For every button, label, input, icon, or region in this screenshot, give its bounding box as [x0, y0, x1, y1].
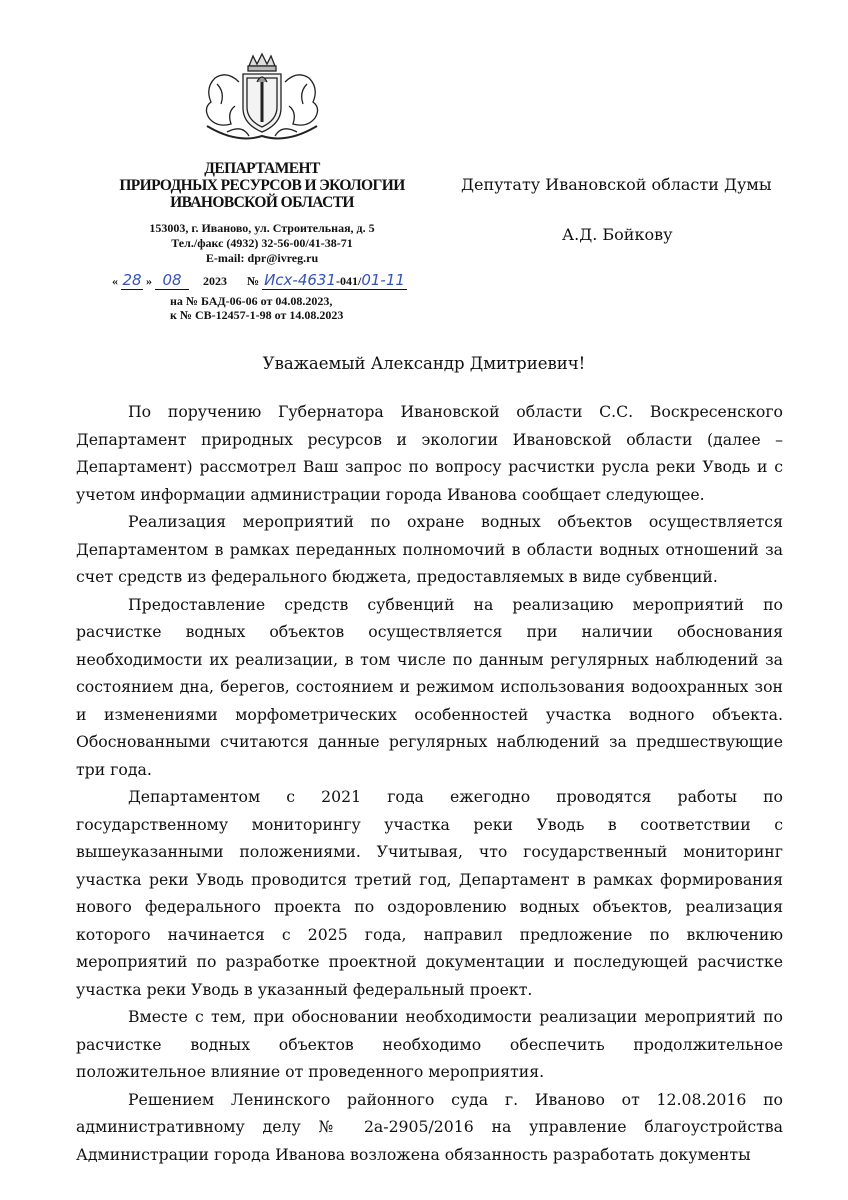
body-paragraph: Департаментом с 2021 года ежегодно проводятся работы по государственному мониторингу участка реки Уводь в соответствии с вышеуказанными положениями. Учитывая, что государственный мониторинг участка реки Уводь проводится третий год, Департамент в рамках формирования нового федерального проекта по оздоровлению водных объектов, реализация которого начинается с 2025 года, направил предложение по включению мероприятий по разработке проектной документации и последующей расчистке участка реки Уводь в указанный федеральный проект.: [76, 787, 783, 999]
department-contacts: [112, 221, 412, 266]
registration-number-suffix: 01-11: [361, 271, 405, 289]
reply-reference: к № СВ-12457-1-98 от 14.08.2023: [170, 308, 344, 322]
letter-body: [76, 398, 783, 1168]
quote-open: «: [112, 274, 118, 288]
recipient-title: Депутату Ивановской области Думы: [461, 175, 772, 194]
registration-month: 08: [155, 271, 189, 290]
body-paragraph: Решением Ленинского районного суда г. Иваново от 12.08.2016 по административному делу № 2а-2905/2016 на управление благоустройства Администрации города Иванова возложена обязанность разработать документы: [76, 1089, 783, 1164]
department-name-line: ДЕПАРТАМЕНТ: [204, 160, 320, 177]
registration-year: 2023: [203, 274, 227, 288]
sender-block: [112, 52, 412, 266]
address-line: 153003, г. Иваново, ул. Строительная, д. 5: [149, 221, 375, 235]
registration-number-printed: -041/: [336, 274, 362, 288]
reply-reference: на № БАД-06-06 от 04.08.2023,: [170, 294, 333, 308]
body-paragraph: Реализация мероприятий по охране водных объектов осуществляется Департаментом в рамках переданных полномочий в области водных отношений за счет средств из федерального бюджета, предоставляемых в виде субвенций.: [76, 512, 783, 586]
number-label: №: [247, 274, 260, 288]
department-name-line: ПРИРОДНЫХ РЕСУРСОВ И ЭКОЛОГИИ: [119, 177, 405, 194]
phone-line: Тел./факс (4932) 32-56-00/41-38-71: [171, 236, 353, 250]
quote-close: »: [146, 274, 152, 288]
registration-line: [112, 271, 442, 290]
registration-day: 28: [122, 271, 142, 289]
coat-of-arms-icon: [187, 52, 337, 146]
greeting: Уважаемый Александр Дмитриевич!: [262, 354, 586, 373]
recipient-name: А.Д. Бойкову: [562, 225, 673, 244]
body-paragraph: Вместе с тем, при обосновании необходимости реализации мероприятий по расчистке водных объектов необходимо обеспечить продолжительное положительное влияние от проведенного мероприятия.: [76, 1007, 783, 1081]
department-name: [112, 160, 412, 211]
email-line: E-mail: dpr@ivreg.ru: [205, 251, 319, 265]
registration-number-handwritten: Исх-4631: [264, 271, 336, 289]
body-paragraph: Предоставление средств субвенций на реализацию мероприятий по расчистке водных объектов осуществляется при наличии обоснования необходимости их реализации, в том числе по данным регулярных наблюдений за состоянием дна, берегов, состоянием и режимом использования водоохранных зон и изменениями морфометрических особенностей участка водного объекта. Обоснованными считаются данные регулярных наблюдений за предшествующие три года.: [76, 594, 783, 779]
department-name-line: ИВАНОВСКОЙ ОБЛАСТИ: [170, 194, 354, 211]
body-paragraph: По поручению Губернатора Ивановской области С.С. Воскресенского Департамент природных ресурсов и экологии Ивановской области (далее – Департамент) рассмотрел Ваш запрос по вопросу расчистки русла реки Уводь и с учетом информации администрации города Иванова сообщает следующее.: [76, 402, 783, 504]
reply-references: [170, 294, 343, 322]
